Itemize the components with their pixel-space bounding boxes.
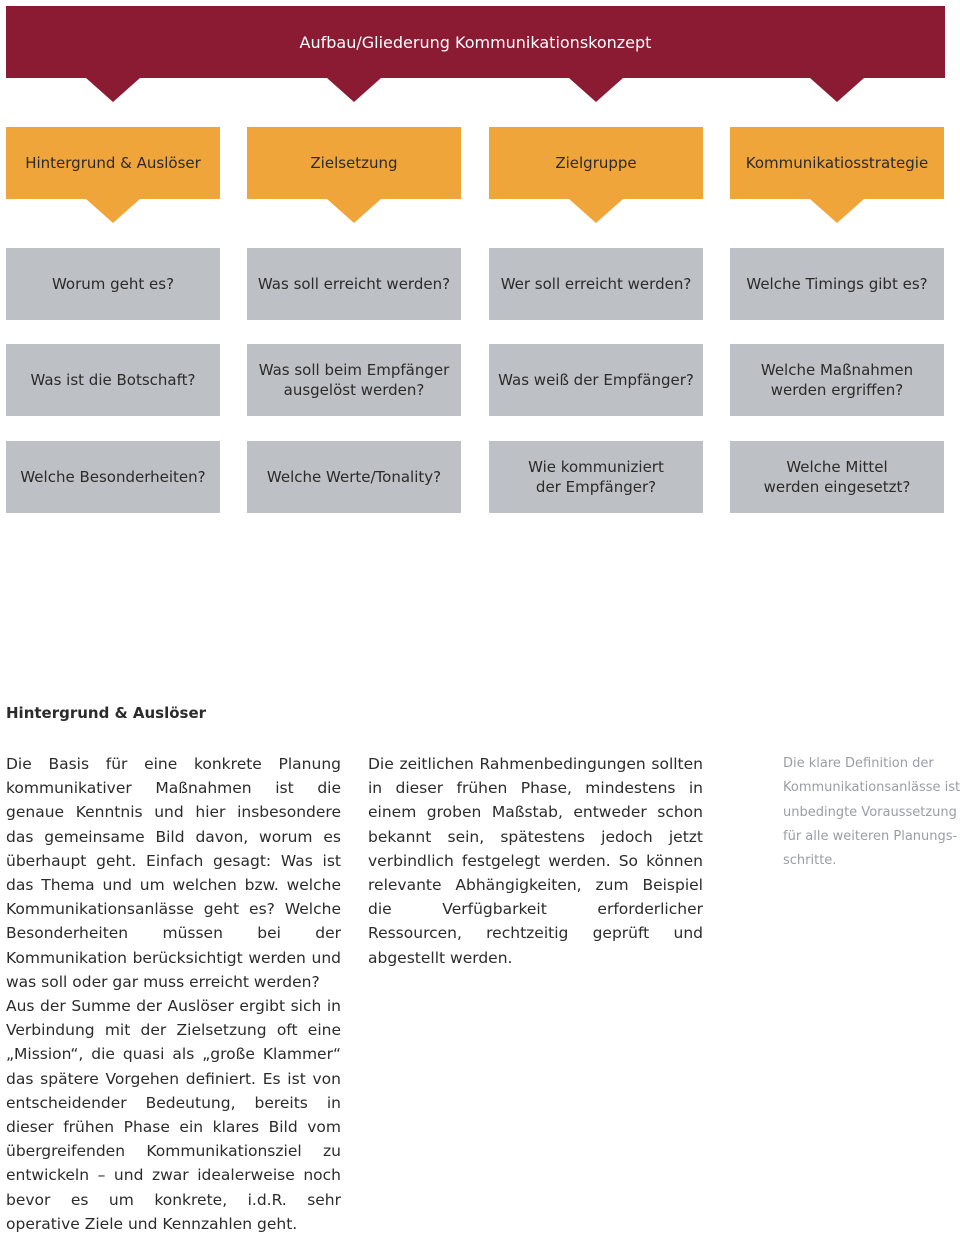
question-label: Was soll beim Empfänger ausgelöst werden? <box>258 361 450 399</box>
concept-header <box>6 6 945 78</box>
question-label: Was weiß der Empfänger? <box>498 371 694 389</box>
question-box <box>247 441 461 513</box>
question-box <box>730 441 944 513</box>
category-box <box>730 127 944 199</box>
category-arrow-1 <box>86 199 140 223</box>
header-title: Aufbau/Gliederung Kommunikationskonzept <box>299 32 652 52</box>
question-box <box>247 248 461 320</box>
header-arrow-4 <box>810 78 864 102</box>
question-label: Worum geht es? <box>51 275 175 293</box>
category-box <box>6 127 220 199</box>
question-box <box>489 441 703 513</box>
question-label: Welche Mittel werden eingesetzt? <box>763 458 911 496</box>
header-arrow-2 <box>327 78 381 102</box>
question-box <box>489 344 703 416</box>
question-box <box>730 248 944 320</box>
question-box <box>6 248 220 320</box>
category-arrow-3 <box>569 199 623 223</box>
header-arrow-3 <box>569 78 623 102</box>
category-box <box>247 127 461 199</box>
question-label: Welche Besonderheiten? <box>20 468 206 486</box>
question-label: Welche Maßnahmen werden ergriffen? <box>760 361 914 399</box>
category-label: Hintergrund & Auslöser <box>25 154 201 172</box>
category-box <box>489 127 703 199</box>
category-label: Kommunikatiosstrategie <box>745 154 929 172</box>
question-box <box>489 248 703 320</box>
question-box <box>6 344 220 416</box>
category-arrow-2 <box>327 199 381 223</box>
body-paragraph-2: Aus der Summe der Auslöser ergibt sich in Verbindung mit der Zielsetzung oft eine „Mission“, die quasi als „große Klammer“ das spätere Vorgehen definiert. Es ist von entscheidender Bedeutung, bereits in dieser frühen Phase ein klares Bild vom übergreifenden Kommunikationsziel zu entwickeln – und zwar idealerweise noch bevor es um konkrete, i.d.R. sehr operative Ziele und Kennzahlen geht. <box>6 997 341 1233</box>
question-label: Wie kommuniziert der Empfänger? <box>528 458 664 496</box>
body-paragraph-1: Die Basis für eine konkrete Planung kommunikativer Maßnahmen ist die genaue Kenntnis und hier insbesondere das gemeinsame Bild davon, worum es überhaupt geht. Einfach gesagt: Was ist das Thema und um welchen bzw. welche Kommunikationsanlässe geht es? Welche Besonderheiten müssen bei der Kommunikation berücksichtigt werden und was soll oder gar muss erreicht werden? <box>6 755 341 991</box>
section-heading: Hintergrund & Auslöser <box>6 704 207 722</box>
side-note: Die klare Definition der Kommunikationsanlässe ist unbedingte Voraussetzung für alle weiteren Planungs- schritte. <box>783 756 960 869</box>
body-paragraph-3: Die zeitlichen Rahmenbedingungen sollten in dieser frühen Phase, mindestens in einem groben Maßstab, entweder schon bekannt sein, spätestens jedoch jetzt verbindlich festgelegt werden. So können relevante Abhängigkeiten, zum Beispiel die Verfügbarkeit erforderlicher Ressourcen, rechtzeitig geprüft und abgestellt werden. <box>368 755 703 967</box>
question-label: Welche Timings gibt es? <box>746 275 928 293</box>
question-box <box>730 344 944 416</box>
question-label: Wer soll erreicht werden? <box>500 275 692 293</box>
question-label: Welche Werte/Tonality? <box>266 468 442 486</box>
question-label: Was soll erreicht werden? <box>257 275 451 293</box>
question-label: Was ist die Botschaft? <box>30 371 196 389</box>
question-box <box>6 441 220 513</box>
category-arrow-4 <box>810 199 864 223</box>
header-arrow-1 <box>86 78 140 102</box>
question-box <box>247 344 461 416</box>
category-label: Zielgruppe <box>555 154 637 172</box>
category-label: Zielsetzung <box>310 154 398 172</box>
